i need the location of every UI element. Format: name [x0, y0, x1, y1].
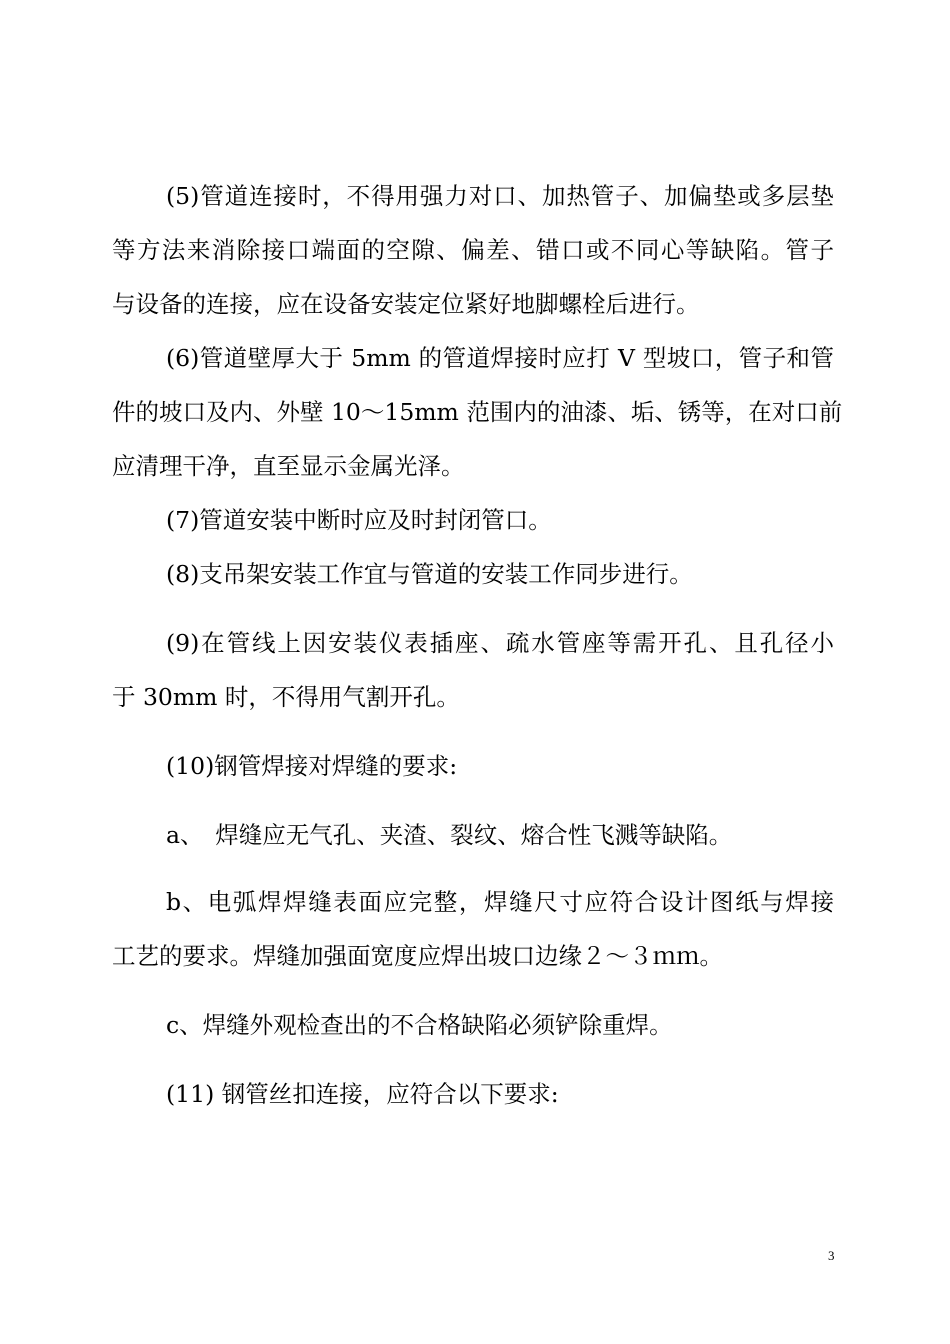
paragraph-9-line-1: (9)在管线上因安装仪表插座、疏水管座等需开孔、且孔径小	[166, 629, 834, 657]
paragraph-9-line-2: 于 30mm 时，不得用气割开孔。	[112, 683, 460, 711]
paragraph-5-line-3: 与设备的连接，应在设备安装定位紧好地脚螺栓后进行。	[112, 290, 700, 318]
paragraph-b-line-1: b、电弧焊焊缝表面应完整，焊缝尺寸应符合设计图纸与焊接	[166, 888, 834, 916]
paragraph-c: c、焊缝外观检查出的不合格缺陷必须铲除重焊。	[166, 1011, 673, 1039]
paragraph-8: (8)支吊架安装工作宜与管道的安装工作同步进行。	[166, 560, 693, 588]
paragraph-6-line-3: 应清理干净，直至显示金属光泽。	[112, 452, 465, 480]
paragraph-5-line-1: (5)管道连接时，不得用强力对口、加热管子、加偏垫或多层垫	[166, 182, 834, 210]
paragraph-6-line-1: (6)管道壁厚大于 5mm 的管道焊接时应打 V 型坡口，管子和管	[166, 344, 834, 372]
paragraph-a: a、 焊缝应无气孔、夹渣、裂纹、熔合性飞溅等缺陷。	[166, 821, 733, 849]
paragraph-6-line-2: 件的坡口及内、外壁 10～15mm 范围内的油漆、垢、锈等，在对口前	[112, 398, 843, 426]
paragraph-7: (7)管道安装中断时应及时封闭管口。	[166, 506, 552, 534]
page-number: 3	[828, 1248, 835, 1263]
paragraph-11: (11) 钢管丝扣连接，应符合以下要求:	[166, 1080, 559, 1108]
paragraph-10: (10)钢管焊接对焊缝的要求:	[166, 752, 458, 780]
paragraph-b-line-2: 工艺的要求。焊缝加强面宽度应焊出坡口边缘２～３ｍｍ。	[112, 942, 723, 970]
paragraph-5-line-2: 等方法来消除接口端面的空隙、偏差、错口或不同心等缺陷。管子	[112, 236, 834, 264]
